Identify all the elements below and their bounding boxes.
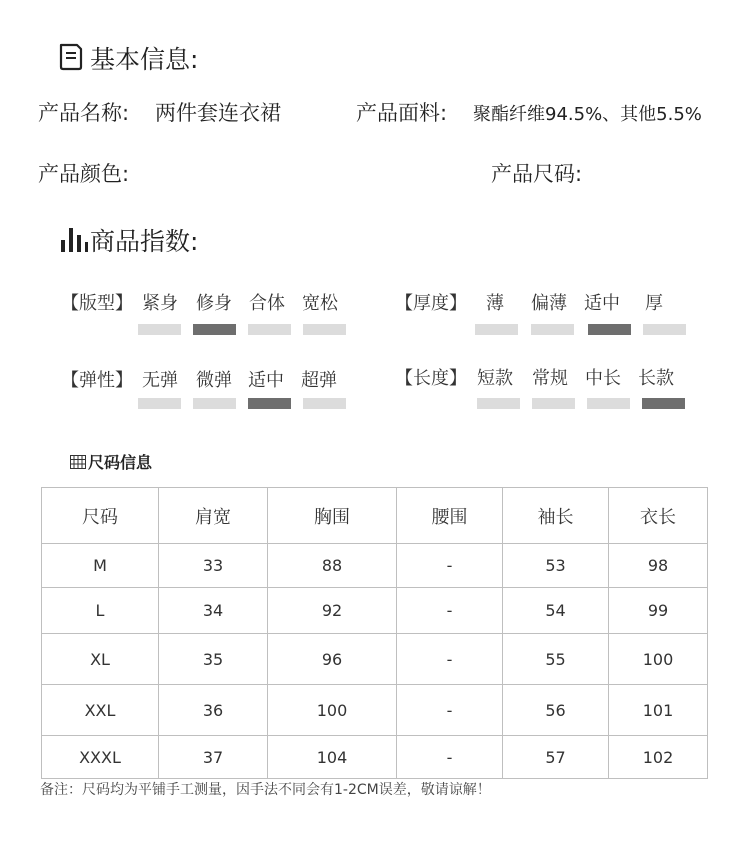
index-option: 超弹 [301, 370, 337, 391]
measurement-note: 备注：尺码均为平铺手工测量，因手法不同会有1-2CM误差，敬请谅解！ [40, 782, 491, 798]
table-row [42, 544, 708, 588]
table-cell: 101 [609, 685, 708, 736]
table-cell: XL [42, 634, 159, 685]
table-header-cell: 胸围 [268, 488, 397, 544]
index-label-elasticity: 【弹性】 [61, 370, 133, 391]
table-cell: - [397, 544, 503, 588]
table-cell: XXXL [42, 736, 159, 779]
table-cell: 96 [268, 634, 397, 685]
table-cell: 104 [268, 736, 397, 779]
table-row [42, 685, 708, 736]
bar-chart-icon [58, 224, 88, 254]
table-cell: 99 [609, 588, 708, 634]
index-bar [138, 324, 181, 335]
ruler-grid-icon [70, 455, 86, 469]
index-bar [642, 398, 685, 409]
table-cell: 100 [609, 634, 708, 685]
table-cell: 33 [159, 544, 268, 588]
table-header-cell: 袖长 [503, 488, 609, 544]
table-cell: - [397, 588, 503, 634]
index-bar [248, 324, 291, 335]
table-header-cell: 肩宽 [159, 488, 268, 544]
index-option: 紧身 [142, 293, 178, 314]
table-header-cell: 腰围 [397, 488, 503, 544]
table-cell: 55 [503, 634, 609, 685]
table-cell: M [42, 544, 159, 588]
index-option: 无弹 [142, 370, 178, 391]
table-cell: 35 [159, 634, 268, 685]
index-bar [193, 398, 236, 409]
table-cell: 100 [268, 685, 397, 736]
index-bar [587, 398, 630, 409]
table-cell: L [42, 588, 159, 634]
size-table [41, 487, 708, 779]
index-bar [643, 324, 686, 335]
table-cell: 56 [503, 685, 609, 736]
index-label-thickness: 【厚度】 [395, 293, 467, 314]
table-cell: 57 [503, 736, 609, 779]
table-cell: 92 [268, 588, 397, 634]
table-row [42, 736, 708, 779]
product-index-title: 商品指数: [90, 227, 199, 256]
index-option: 厚 [645, 293, 663, 314]
index-bar [588, 324, 631, 335]
table-header-row [42, 488, 708, 544]
index-option: 宽松 [302, 293, 338, 314]
index-option: 合体 [249, 293, 285, 314]
index-bar [303, 324, 346, 335]
index-bar [531, 324, 574, 335]
index-bar [138, 398, 181, 409]
index-bar [477, 398, 520, 409]
table-header-cell: 尺码 [42, 488, 159, 544]
index-option: 微弹 [196, 370, 232, 391]
index-option: 中长 [585, 368, 621, 389]
table-cell: 36 [159, 685, 268, 736]
table-cell: 88 [268, 544, 397, 588]
table-cell: 102 [609, 736, 708, 779]
index-bar [475, 324, 518, 335]
table-cell: - [397, 736, 503, 779]
table-header-cell: 衣长 [609, 488, 708, 544]
index-bar [532, 398, 575, 409]
index-bar [303, 398, 346, 409]
table-cell: 54 [503, 588, 609, 634]
product-fabric-label: 产品面料: [356, 101, 448, 125]
product-name-label: 产品名称: [38, 101, 130, 125]
size-info-title: 尺码信息 [88, 453, 153, 472]
product-size-label: 产品尺码: [491, 162, 583, 186]
index-bar [248, 398, 291, 409]
product-name-value: 两件套连衣裙 [155, 101, 281, 125]
index-option: 适中 [584, 293, 620, 314]
index-option: 常规 [532, 368, 568, 389]
product-color-label: 产品颜色: [38, 162, 130, 186]
document-icon [58, 43, 84, 71]
table-cell: - [397, 685, 503, 736]
index-option: 短款 [477, 368, 513, 389]
table-row [42, 588, 708, 634]
table-cell: 37 [159, 736, 268, 779]
product-fabric-value: 聚酯纤维94.5%、其他5.5% [473, 104, 702, 125]
table-cell: 34 [159, 588, 268, 634]
index-bar [193, 324, 236, 335]
index-option: 偏薄 [531, 293, 567, 314]
index-option: 适中 [248, 370, 284, 391]
basic-info-title: 基本信息: [90, 45, 199, 74]
index-option: 长款 [638, 368, 674, 389]
table-cell: XXL [42, 685, 159, 736]
index-option: 薄 [486, 293, 504, 314]
table-cell: - [397, 634, 503, 685]
index-label-fit: 【版型】 [61, 293, 133, 314]
table-cell: 98 [609, 544, 708, 588]
table-row [42, 634, 708, 685]
table-cell: 53 [503, 544, 609, 588]
index-option: 修身 [196, 293, 232, 314]
index-label-length: 【长度】 [395, 368, 467, 389]
